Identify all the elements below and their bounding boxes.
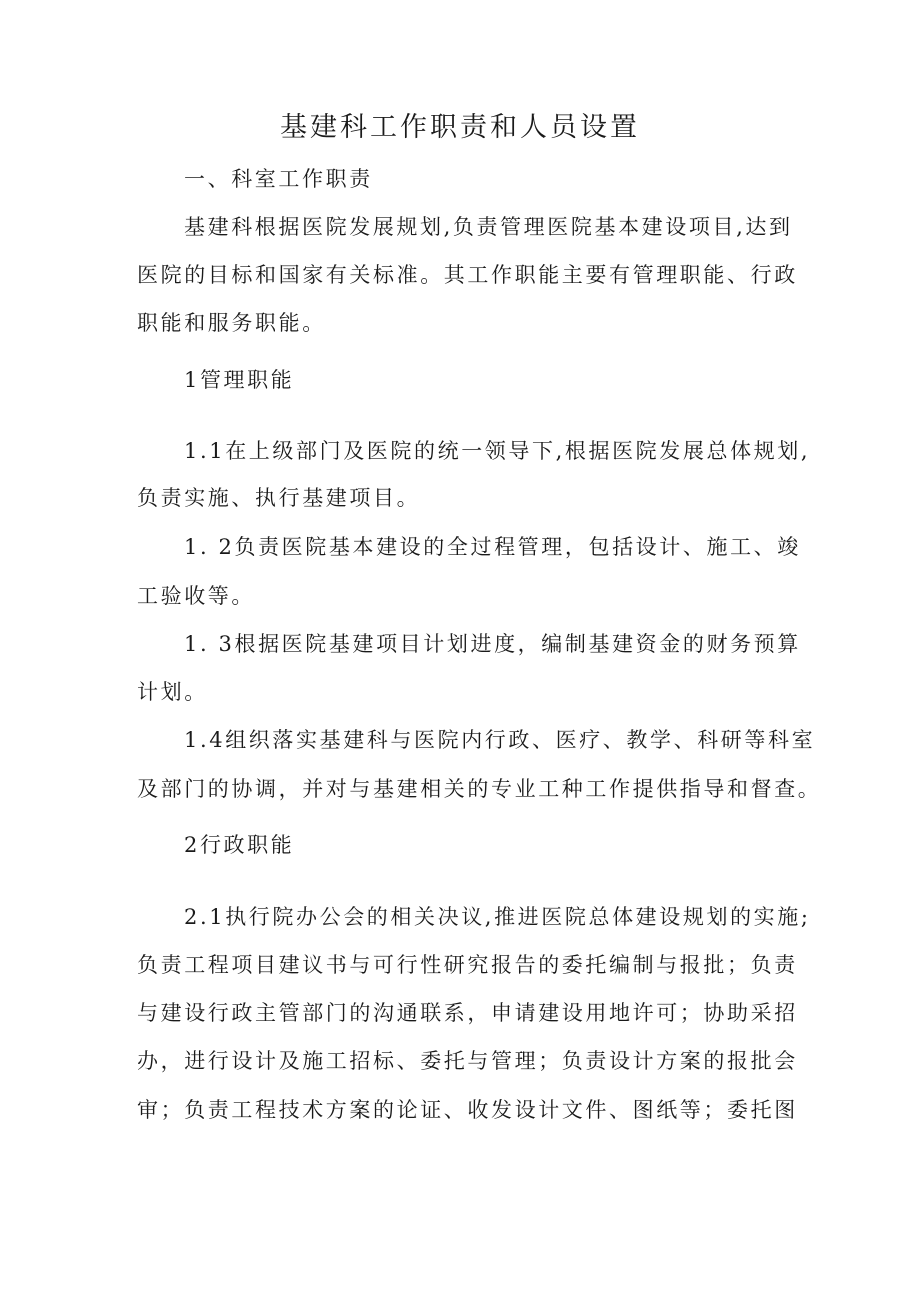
paragraph-line: 办，进行设计及施工招标、委托与管理；负责设计方案的报批会	[137, 1049, 798, 1073]
paragraph-line: 工验收等。	[137, 584, 255, 608]
paragraph-line: 负责工程项目建议书与可行性研究报告的委托编制与报批；负责	[137, 953, 798, 977]
section-heading: 一、科室工作职责	[184, 167, 373, 191]
paragraph-line: 1.1在上级部门及医院的统一领导下,根据医院发展总体规划,	[184, 439, 811, 463]
sub-heading: 1管理职能	[184, 368, 295, 392]
sub-heading: 2行政职能	[184, 833, 295, 857]
paragraph-line: 计划。	[137, 680, 208, 704]
paragraph-line: 1. 2负责医院基本建设的全过程管理，包括设计、施工、竣	[184, 535, 801, 559]
paragraph-line: 审；负责工程技术方案的论证、收发设计文件、图纸等；委托图	[137, 1098, 798, 1122]
paragraph-line: 1. 3根据医院基建项目计划进度，编制基建资金的财务预算	[184, 632, 801, 656]
paragraph-line: 及部门的协调，并对与基建相关的专业工种工作提供指导和督查。	[137, 777, 822, 801]
paragraph-line: 医院的目标和国家有关标准。其工作职能主要有管理职能、行政	[137, 263, 798, 287]
paragraph-line: 与建设行政主管部门的沟通联系，申请建设用地许可；协助采招	[137, 1001, 798, 1025]
paragraph-line: 2.1执行院办公会的相关决议,推进医院总体建设规划的实施;	[184, 905, 811, 929]
paragraph-line: 负责实施、执行基建项目。	[137, 486, 421, 510]
paragraph-line: 1.4组织落实基建科与医院内行政、医疗、教学、科研等科室	[184, 728, 816, 752]
paragraph-line: 职能和服务职能。	[137, 311, 326, 335]
paragraph-line: 基建科根据医院发展规划,负责管理医院基本建设项目,达到	[184, 215, 793, 239]
document-title: 基建科工作职责和人员设置	[280, 112, 640, 143]
